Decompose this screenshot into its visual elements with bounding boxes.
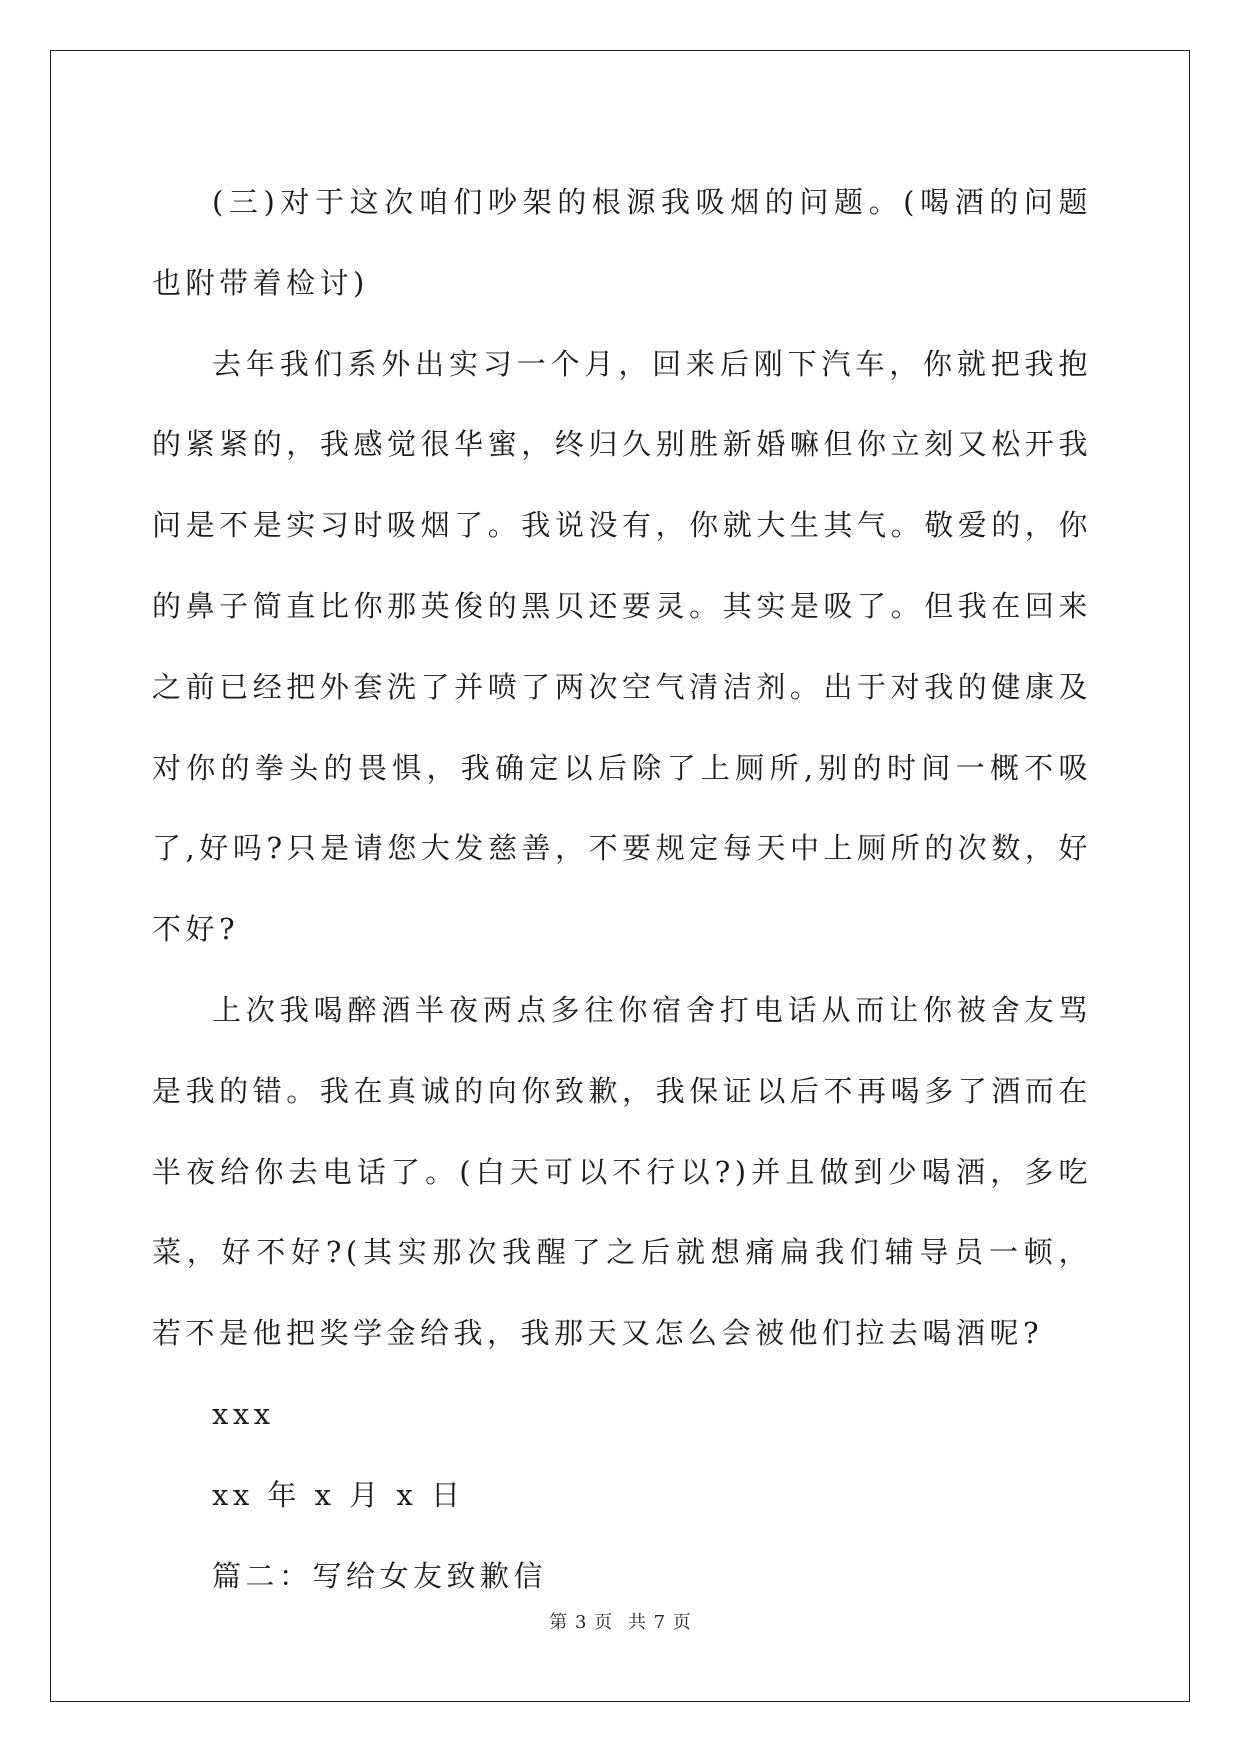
date-line: xx 年 x 月 x 日 bbox=[212, 1477, 465, 1512]
paragraph-internship-story: 去年我们系外出实习一个月，回来后刚下汽车，你就把我抱的紧紧的，我感觉很华蜜，终归久别胜新婚嘛但你立刻又松开我问是不是实习时吸烟了。我说没有，你就大生其气。敬爱的，你的鼻子简直比你那英俊的黑贝还要灵。其实是吸了。但我在回来之前已经把外套洗了并喷了两次空气清洁剂。出于对我的健康及对你的拳头的畏惧，我确定以后除了上厕所,别的时间一概不吸了,好吗?只是请您大发慈善，不要规定每天中上厕所的次数，好不好? bbox=[152, 346, 1092, 947]
document-body bbox=[152, 162, 1092, 1616]
paragraph-smoking-issue: (三)对于这次咱们吵架的根源我吸烟的问题。(喝酒的问题也附带着检讨) bbox=[152, 185, 1092, 300]
page-total: 共 7 页 bbox=[627, 1612, 692, 1633]
section-heading: 篇二：写给女友致歉信 bbox=[212, 1558, 548, 1593]
page-footer bbox=[0, 1608, 1241, 1634]
paragraph-drinking-apology: 上次我喝醉酒半夜两点多往你宿舍打电话从而让你被舍友骂是我的错。我在真诚的向你致歉，我保证以后不再喝多了酒而在半夜给你去电话了。(白天可以不行以?)并且做到少喝酒，多吃菜，好不好?(其实那次我醒了之后就想痛扁我们辅导员一顿，若不是他把奖学金给我，我那天又怎么会被他们拉去喝酒呢? bbox=[152, 992, 1092, 1351]
signature: xxx bbox=[212, 1396, 275, 1431]
page-number: 第 3 页 bbox=[549, 1612, 614, 1633]
